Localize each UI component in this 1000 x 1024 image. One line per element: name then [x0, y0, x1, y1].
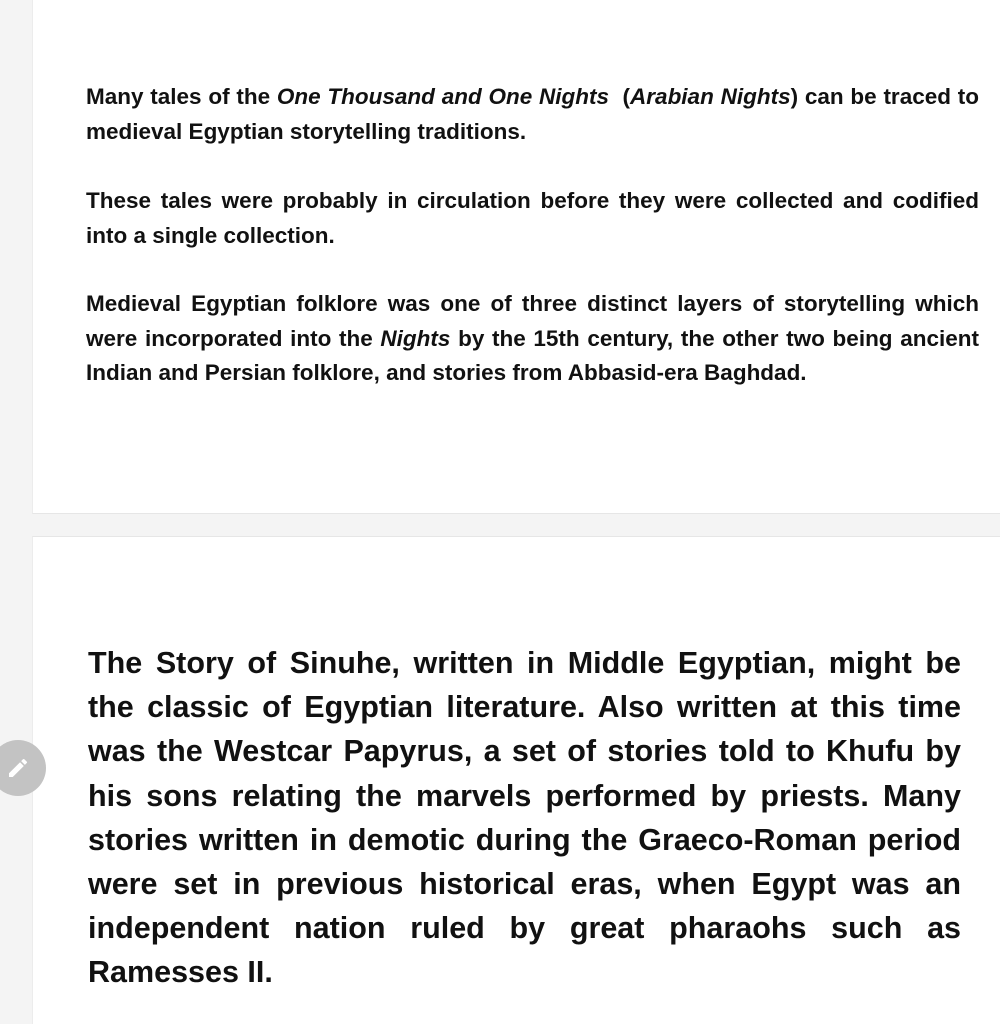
document-page-top [32, 0, 1000, 514]
pencil-icon [6, 756, 30, 780]
text-run: ) can be traced to medieval Egyptian storytelling traditions. [86, 84, 979, 144]
text-run: ( [609, 84, 631, 109]
text-run: by the 15th century, the other two being ancient Indian and Persian folklore, and stories from Abbasid-era Baghdad. [86, 325, 979, 385]
text-run-italic: Nights [380, 325, 451, 351]
text-run: Medieval Egyptian folklore was one of three distinct layers of storytelling which were incorporated into the [86, 291, 979, 351]
paragraph-folklore-layers [86, 287, 979, 391]
paragraph-arabian-nights [86, 80, 979, 149]
text-run: Many tales of the [86, 84, 277, 109]
paragraph-story-of-sinuhe: The Story of Sinuhe, written in Middle Egyptian, might be the classic of Egyptian literature. Also written at this time was the Westcar Papyrus, a set of stories told to Khufu by his sons relating the marvels performed by priests. Many stories written in demotic during the Graeco-Roman period were set in previous historical eras, when Egypt was an independent nation ruled by great pharaohs such as Ramesses II. [88, 646, 961, 990]
paragraph-tales-circulation [86, 184, 979, 253]
text-run-italic: One Thousand and One Nights [276, 84, 609, 109]
text-run-italic: Arabian Nights [630, 84, 791, 109]
document-page-bottom [32, 536, 1000, 1024]
text-run: These tales were probably in circulation before they were collected and codified into a single collection. [86, 188, 979, 248]
